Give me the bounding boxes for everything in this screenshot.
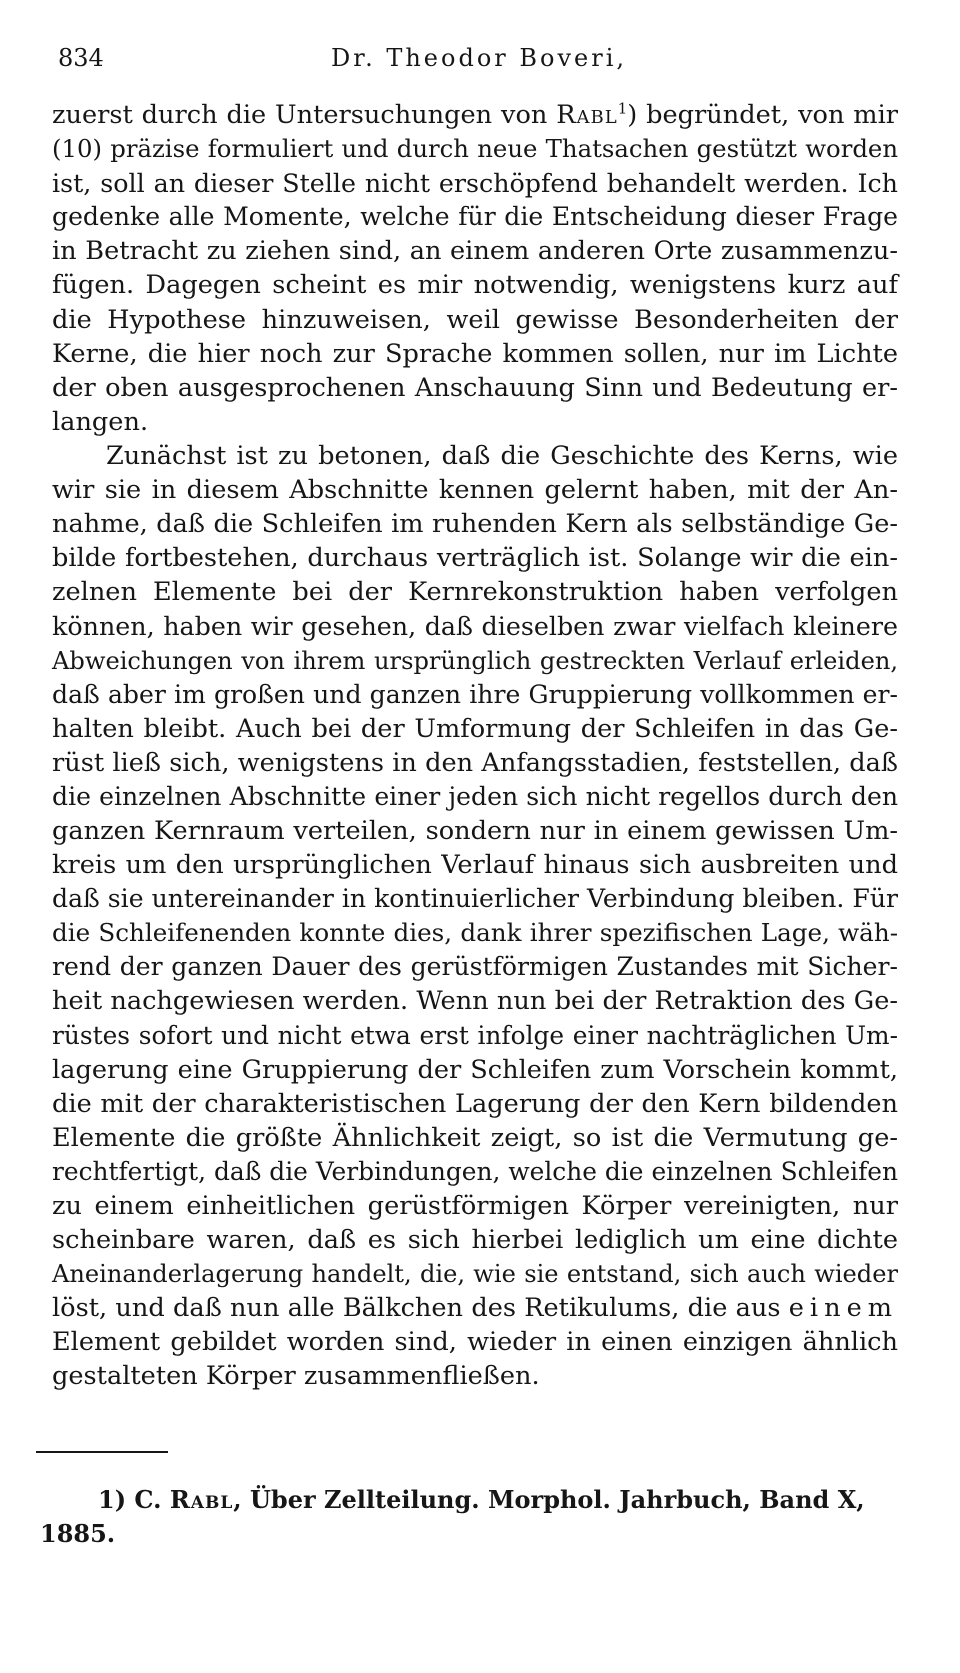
footnote-citation: , Über Zellteilung. Morphol. Jahrbuch, Band X,	[233, 1485, 865, 1514]
page-number: 834	[58, 44, 104, 72]
text-line: Zunächst ist zu betonen, daß die Geschichte des Kerns, wie	[106, 440, 898, 471]
text-line: daß aber im großen und ganzen ihre Gruppierung vollkommen er-	[52, 679, 898, 709]
text-line: gestalteten Körper zusammenfließen.	[52, 1361, 540, 1392]
text-line: in Betracht zu ziehen sind, an einem anderen Orte zusammenzu-	[52, 236, 898, 267]
footnote-author: Rabl	[169, 1485, 234, 1514]
text-line: bilde fortbestehen, durchaus verträglich ist. Solange wir die ein-	[52, 543, 898, 574]
text-line: die Hypothese hinzuweisen, weil gewisse Besonderheiten der	[52, 304, 898, 335]
text-line: zelnen Elemente bei der Kernrekonstruktion haben verfolgen	[52, 577, 898, 608]
text-line: langen.	[52, 406, 149, 437]
running-head: Dr. Theodor Boveri,	[331, 44, 627, 72]
text-line: kreis um den ursprünglichen Verlauf hinaus sich ausbreiten und	[52, 850, 898, 881]
text-line: zu einem einheitlichen gerüstförmigen Körper vereinigten, nur	[52, 1191, 898, 1221]
text-line: Kerne, die hier noch zur Sprache kommen sollen, nur im Lichte	[52, 338, 898, 369]
author-name: Rabl	[556, 100, 618, 130]
text-line: ganzen Kernraum verteilen, sondern nur in einem gewissen Um-	[52, 815, 898, 846]
footnote	[40, 1483, 900, 1551]
text-line: die Schleifenenden konnte dies, dank ihrer spezifischen Lage, wäh-	[52, 918, 898, 948]
emphasized-word: einem	[788, 1293, 898, 1324]
footnote-number: 1)	[98, 1485, 127, 1514]
text-line: Aneinanderlagerung handelt, die, wie sie entstand, sich auch wieder	[52, 1260, 898, 1289]
text-line: die einzelnen Abschnitte einer jeden sich nicht regellos durch den	[52, 781, 898, 811]
text-line: löst, und daß nun alle Bälkchen des Retikulums, die aus einem	[52, 1293, 898, 1324]
text-line: Elemente die größte Ähnlichkeit zeigt, so ist die Vermutung ge-	[52, 1122, 898, 1153]
text-line: wir sie in diesem Abschnitte kennen gelernt haben, mit der An-	[52, 475, 898, 506]
text-line: rüstes sofort und nicht etwa erst infolge einer nachträglichen Um-	[52, 1020, 898, 1050]
text-line: (10) präzise formuliert und durch neue Thatsachen gestützt worden	[52, 134, 898, 164]
footnote-divider	[36, 1451, 168, 1453]
text-line: rend der ganzen Dauer des gerüstförmigen Zustandes mit Sicher-	[52, 952, 898, 982]
footnote-line: 1) C. Rabl, Über Zellteilung. Morphol. Jahrbuch, Band X,	[98, 1485, 865, 1514]
text-line: scheinbare waren, daß es sich hierbei lediglich um eine dichte	[52, 1225, 898, 1256]
text-line: Element gebildet worden sind, wieder in einen einzigen ähnlich	[52, 1327, 898, 1358]
body-text	[52, 98, 898, 1394]
text-line: Abweichungen von ihrem ursprünglich gestreckten Verlauf erleiden,	[52, 646, 898, 675]
text-line: gedenke alle Momente, welche für die Entscheidung dieser Frage	[52, 202, 898, 232]
text-line: der oben ausgesprochenen Anschauung Sinn und Bedeutung er-	[52, 372, 898, 403]
text-line: die mit der charakteristischen Lagerung der den Kern bildenden	[52, 1088, 898, 1119]
text-line: halten bleibt. Auch bei der Umformung der Schleifen in das Ge-	[52, 713, 898, 744]
text-line: fügen. Dagegen scheint es mir notwendig, wenigstens kurz auf	[52, 270, 898, 301]
text-line: heit nachgewiesen werden. Wenn nun bei der Retraktion des Ge-	[52, 986, 898, 1017]
text-line: ist, soll an dieser Stelle nicht erschöpfend behandelt werden. Ich	[52, 168, 898, 199]
page-header	[58, 44, 900, 84]
text-line: rüst ließ sich, wenigstens in den Anfangsstadien, feststellen, daß	[52, 747, 898, 778]
text-line: zuerst durch die Untersuchungen von Rabl$^1$) begründet, von mir	[52, 99, 898, 130]
text-line: rechtfertigt, daß die Verbindungen, welche die einzelnen Schleifen	[52, 1156, 898, 1186]
text-line: nahme, daß die Schleifen im ruhenden Kern als selbständige Ge-	[52, 509, 898, 540]
text-line: daß sie untereinander in kontinuierlicher Verbindung bleiben. Für	[52, 884, 898, 914]
text-line: lagerung eine Gruppierung der Schleifen zum Vorschein kommt,	[52, 1054, 898, 1085]
footnote-year: 1885.	[40, 1519, 116, 1548]
footnote-marker: 1	[617, 99, 628, 118]
text-line: können, haben wir gesehen, daß dieselben zwar vielfach kleinere	[52, 611, 898, 642]
